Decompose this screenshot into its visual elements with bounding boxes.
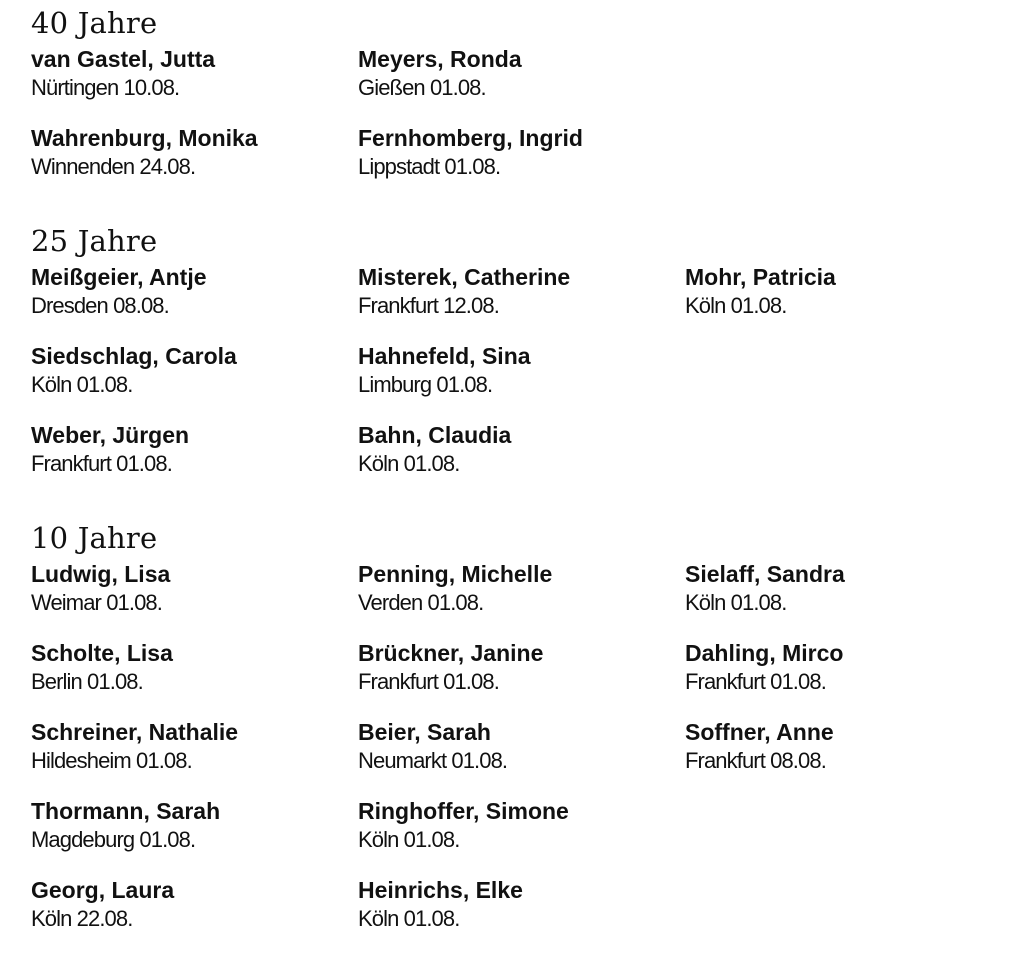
list-item	[31, 341, 358, 420]
person-name: Thormann, Sarah	[31, 798, 221, 824]
person-name: Meyers, Ronda	[358, 46, 522, 72]
person-name	[685, 796, 1001, 826]
section-title: 25 Jahre	[31, 224, 158, 258]
list-item	[31, 123, 358, 202]
person-detail: Köln 01.08.	[358, 451, 460, 476]
list-item	[358, 341, 685, 420]
list-item-empty	[685, 341, 1001, 420]
person-detail: Köln 01.08.	[358, 906, 460, 931]
list-item	[358, 123, 685, 202]
person-detail: Berlin 01.08.	[31, 669, 143, 694]
person-name	[685, 123, 1001, 153]
list-item	[358, 559, 685, 638]
person-name: Weber, Jürgen	[31, 422, 190, 448]
person-name: Siedschlag, Carola	[31, 343, 237, 369]
person-detail: Frankfurt 01.08.	[31, 451, 172, 476]
section-title: 40 Jahre	[31, 6, 158, 40]
person-detail: Lippstadt 01.08.	[358, 154, 501, 179]
person-detail: Hildesheim 01.08.	[31, 748, 192, 773]
person-name: van Gastel, Jutta	[31, 46, 216, 72]
entry-grid	[31, 262, 1001, 499]
list-item-empty	[685, 796, 1001, 875]
list-item-empty	[685, 123, 1001, 202]
person-name: Penning, Michelle	[358, 561, 553, 587]
person-name: Soffner, Anne	[685, 719, 834, 745]
list-item	[31, 638, 358, 717]
person-detail: Köln 22.08.	[31, 906, 133, 931]
section-25-jahre	[31, 218, 1001, 499]
person-detail	[685, 450, 1001, 478]
person-name: Meißgeier, Antje	[31, 264, 207, 290]
person-detail: Neumarkt 01.08.	[358, 748, 508, 773]
person-detail	[685, 905, 1001, 933]
person-detail: Köln 01.08.	[31, 372, 133, 397]
list-item	[31, 559, 358, 638]
list-item	[31, 875, 358, 954]
person-name: Heinrichs, Elke	[358, 877, 523, 903]
person-name	[685, 875, 1001, 905]
list-item	[685, 638, 1001, 717]
person-name: Fernhomberg, Ingrid	[358, 125, 583, 151]
list-item-empty	[685, 875, 1001, 954]
list-item	[685, 717, 1001, 796]
person-name: Hahnefeld, Sina	[358, 343, 531, 369]
person-detail: Magdeburg 01.08.	[31, 827, 196, 852]
person-detail: Frankfurt 01.08.	[685, 669, 826, 694]
person-name: Beier, Sarah	[358, 719, 491, 745]
person-name: Ludwig, Lisa	[31, 561, 171, 587]
person-detail: Gießen 01.08.	[358, 75, 486, 100]
list-item	[358, 420, 685, 499]
person-name: Scholte, Lisa	[31, 640, 173, 666]
person-detail: Nürtingen 10.08.	[31, 75, 180, 100]
list-item	[31, 420, 358, 499]
entry-grid	[31, 559, 1001, 954]
person-detail: Verden 01.08.	[358, 590, 484, 615]
section-10-jahre	[31, 515, 1001, 954]
list-item	[358, 638, 685, 717]
person-detail: Dresden 08.08.	[31, 293, 169, 318]
person-name: Wahrenburg, Monika	[31, 125, 258, 151]
list-item	[685, 559, 1001, 638]
list-item	[685, 262, 1001, 341]
person-detail	[685, 153, 1001, 181]
list-item	[31, 262, 358, 341]
list-item	[31, 717, 358, 796]
list-item-empty	[685, 44, 1001, 123]
list-item-empty	[685, 420, 1001, 499]
person-name	[685, 420, 1001, 450]
person-detail	[685, 826, 1001, 854]
person-detail: Weimar 01.08.	[31, 590, 162, 615]
person-name: Georg, Laura	[31, 877, 175, 903]
person-detail: Limburg 01.08.	[358, 372, 493, 397]
person-detail: Frankfurt 01.08.	[358, 669, 499, 694]
person-name: Dahling, Mirco	[685, 640, 844, 666]
person-detail: Frankfurt 12.08.	[358, 293, 499, 318]
list-item	[358, 717, 685, 796]
person-name: Misterek, Catherine	[358, 264, 571, 290]
list-item	[358, 262, 685, 341]
person-detail: Winnenden 24.08.	[31, 154, 196, 179]
person-detail	[685, 74, 1001, 102]
person-name: Schreiner, Nathalie	[31, 719, 239, 745]
person-name: Sielaff, Sandra	[685, 561, 845, 587]
person-detail: Köln 01.08.	[685, 293, 787, 318]
section-title: 10 Jahre	[31, 521, 158, 555]
person-name: Ringhoffer, Simone	[358, 798, 569, 824]
person-name: Brückner, Janine	[358, 640, 544, 666]
person-detail	[685, 371, 1001, 399]
list-item	[31, 796, 358, 875]
person-detail: Frankfurt 08.08.	[685, 748, 826, 773]
section-40-jahre	[31, 0, 1001, 202]
person-detail: Köln 01.08.	[358, 827, 460, 852]
list-item	[358, 796, 685, 875]
person-name	[685, 44, 1001, 74]
list-item	[358, 44, 685, 123]
list-item	[31, 44, 358, 123]
entry-grid	[31, 44, 1001, 202]
person-name: Bahn, Claudia	[358, 422, 512, 448]
list-item	[358, 875, 685, 954]
person-detail: Köln 01.08.	[685, 590, 787, 615]
person-name: Mohr, Patricia	[685, 264, 836, 290]
person-name	[685, 341, 1001, 371]
